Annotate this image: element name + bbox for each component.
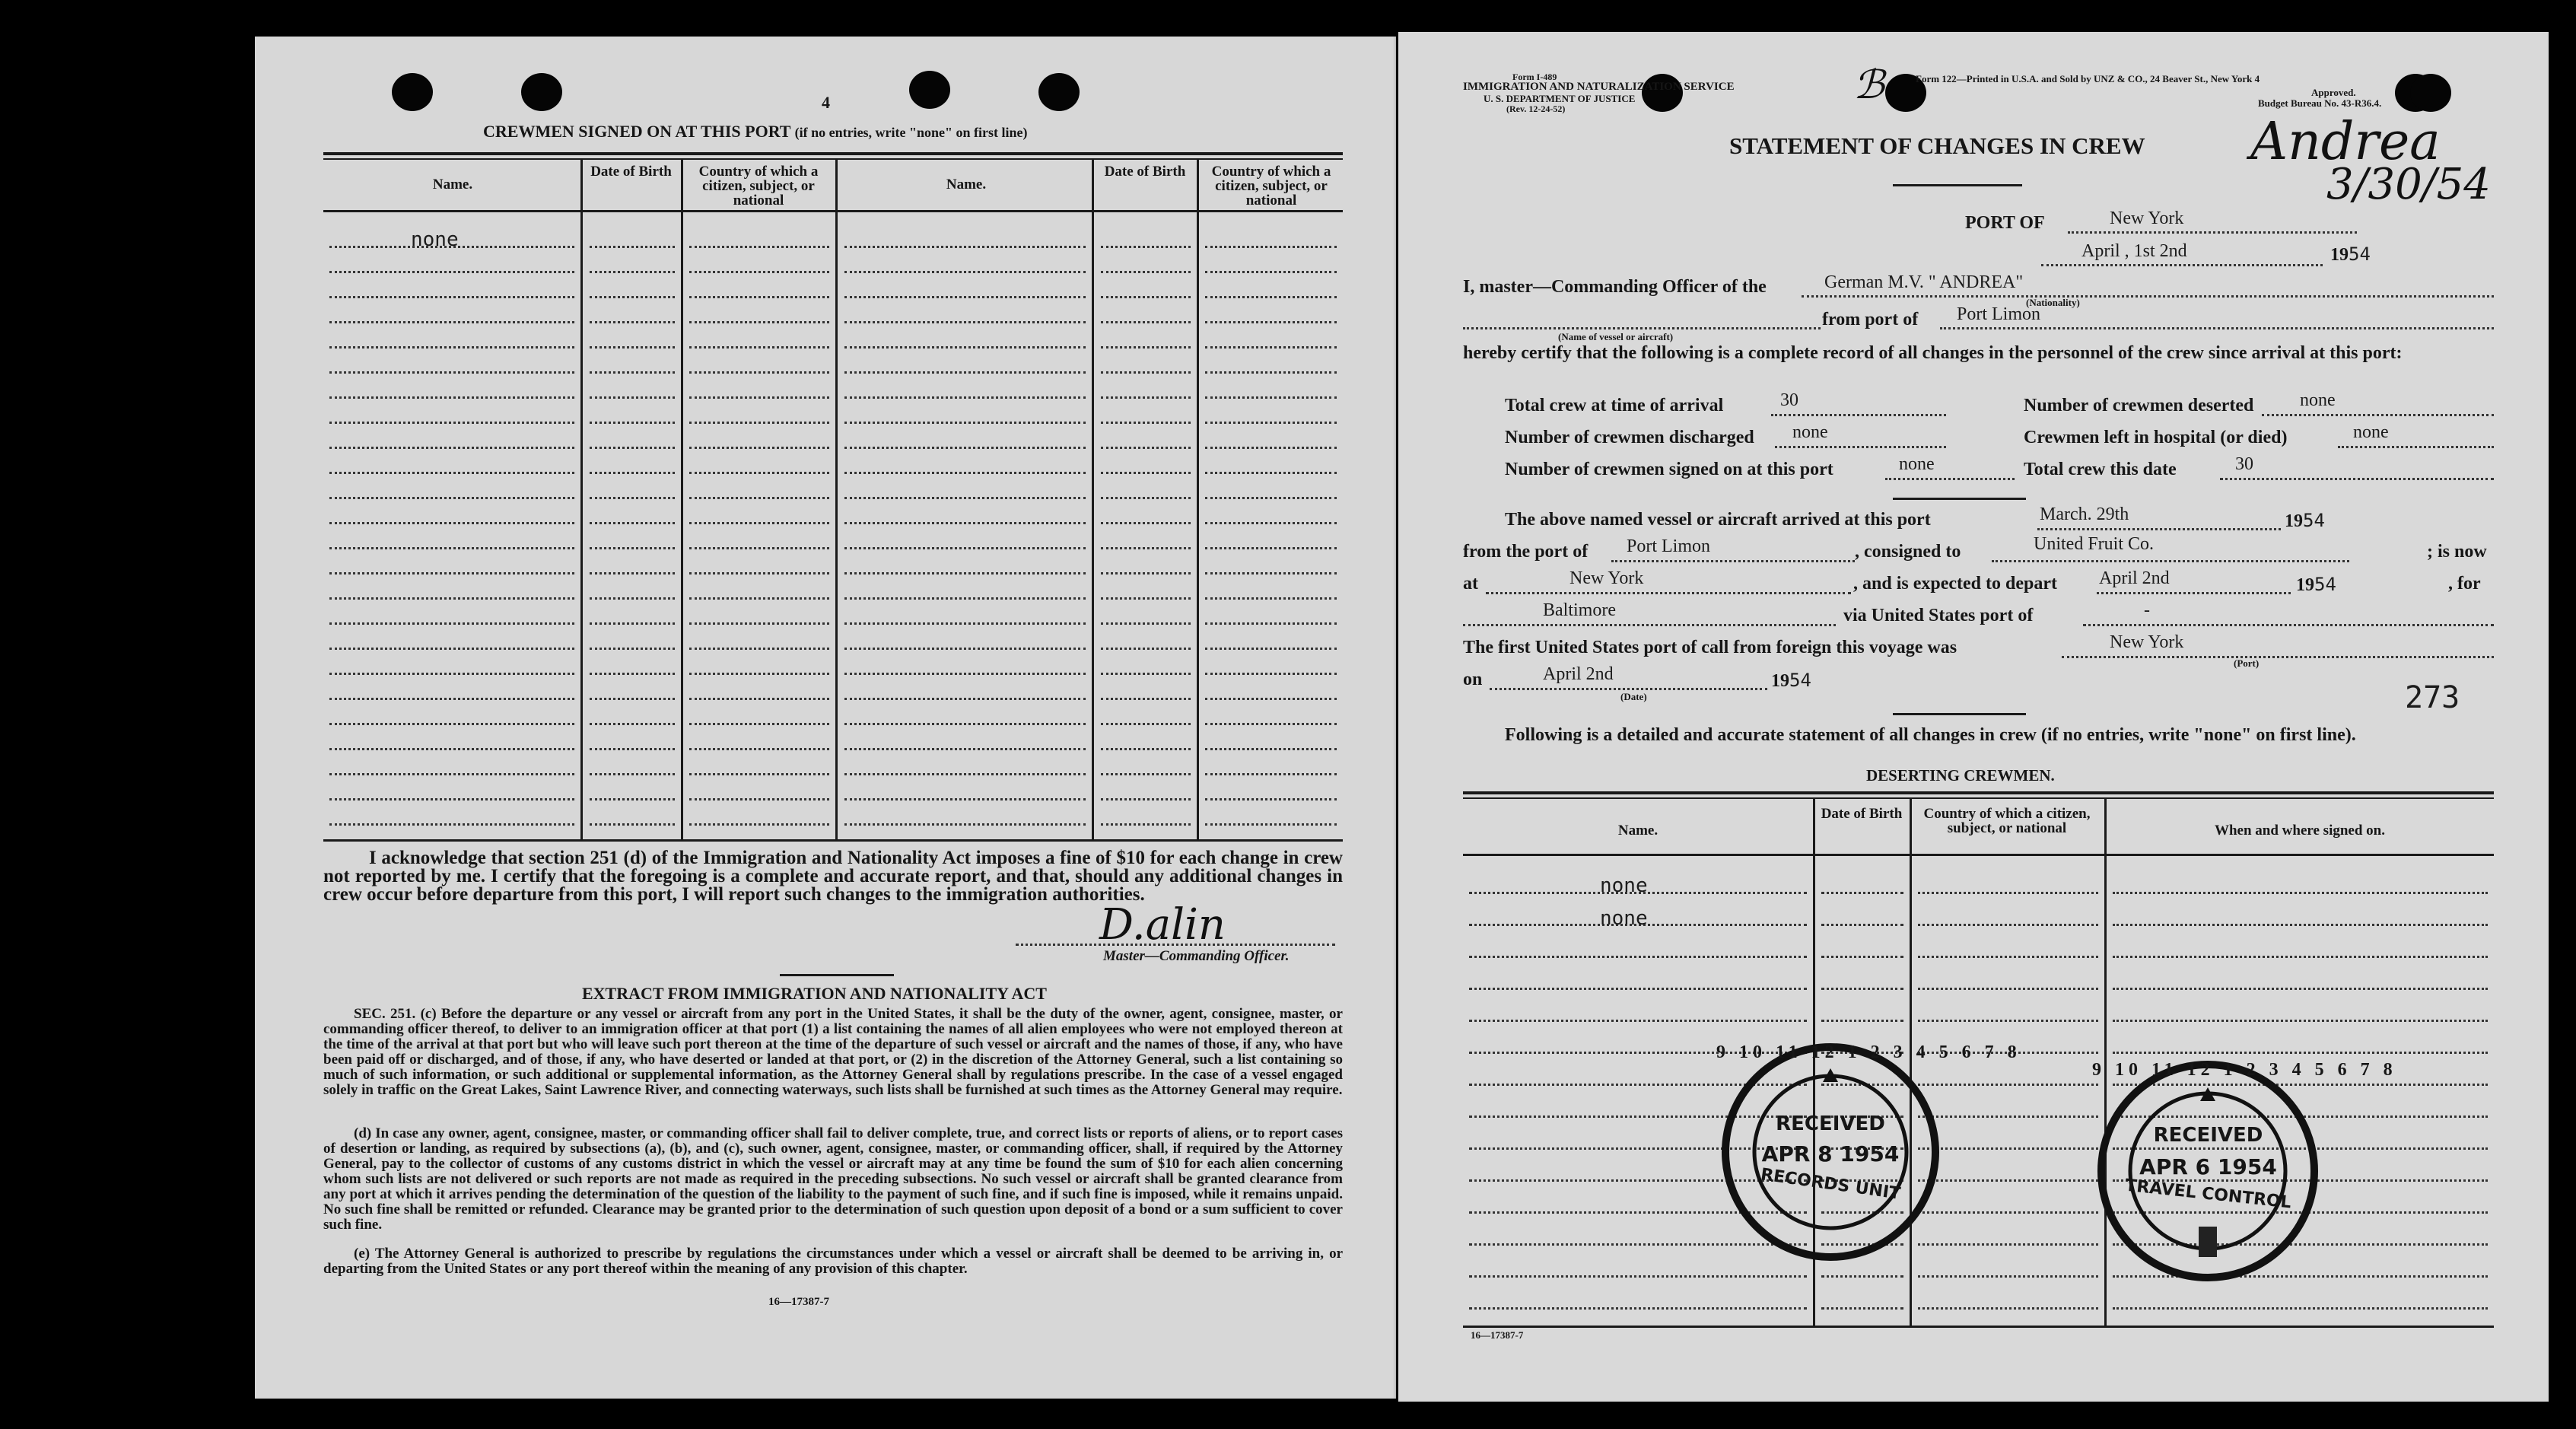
- punch-hole-icon: [1038, 73, 1080, 111]
- following-text: Following is a detailed and accurate statement of all changes in crew (if no entries, write "none" on first line).: [1505, 725, 2356, 745]
- signed-on-value: none: [1899, 454, 1935, 474]
- depart-label: , and is expected to depart: [1853, 574, 2057, 594]
- year-value: 54: [2349, 243, 2371, 265]
- stamp-unit: RECORDS UNIT: [1759, 1165, 1902, 1204]
- hospital-value: none: [2353, 422, 2389, 442]
- date-label: (Date): [1620, 691, 1647, 702]
- punch-hole-icon: [392, 73, 433, 111]
- on-label: on: [1463, 670, 1483, 689]
- deserted-label: Number of crewmen deserted: [2024, 396, 2254, 415]
- col-country: Country of which a citizen, subject, or national: [698, 164, 819, 208]
- stamp-date: APR 6 1954: [2139, 1154, 2277, 1179]
- records-unit-stamp: [1716, 1038, 2021, 1266]
- punch-hole-icon: [521, 73, 562, 111]
- arrived-year-value: 54: [2303, 510, 2325, 531]
- for-label: , for: [2448, 574, 2481, 594]
- col-dob: Date of Birth: [590, 164, 672, 180]
- discharged-value: none: [1792, 422, 1828, 442]
- on-value: April 2nd: [1543, 664, 1614, 684]
- extract-subsection-e: (e) The Attorney General is authorized to prescribe by regulations the circumstances under which a vessel or aircraft shall be deemed to be arriving in, or departing from the United States or any port thereof within the meaning of any provision of this chapter.: [323, 1246, 1343, 1277]
- col-dob-2: Date of Birth: [1104, 164, 1186, 180]
- section-title: [483, 122, 1028, 142]
- total-crew-arrival-value: 30: [1780, 390, 1798, 410]
- certify-text: hereby certify that the following is a complete record of all changes in the personnel of the crew since arrival at this port:: [1463, 343, 2403, 363]
- deserting-entry-1: none: [1600, 874, 1648, 897]
- arrived-year: 1954: [2285, 510, 2325, 531]
- printer-line: Form 122—Printed in U.S.A. and Sold by UNZ & CO., 24 Beaver St., New York 4: [1916, 73, 2260, 84]
- handwritten-vessel-name: Andrea: [2250, 112, 2441, 172]
- left-page: [255, 37, 1396, 1399]
- port-label: (Port): [2234, 657, 2260, 669]
- arrived-value: March. 29th: [2040, 504, 2129, 524]
- extract-subsection-c: SEC. 251. (c) Before the departure or any vessel or aircraft from any port in the United States, it shall be the duty of the owner, agent, consignee, master, or commanding officer thereof, to deliver to an immigration officer at that port (1) a list containing the names of all alien employees who were not employed thereon at the time of the arrival at that port but who will leave such port thereon at the time of the departure of such vessel or aircraft and the names of those, if any, who have been paid off or discharged, and of those, if any, who have deserted or landed at that port, or (2) in the discretion of the Attorney General, such a list containing so much of such information, or such additional or supplemental information, as the Attorney General shall by regulations prescribe. In the case of a vessel engaged solely in traffic on the Great Lakes, Saint Lawrence River, and connecting waterways, such lists shall be furnished at such times as the Attorney General may require.: [323, 1006, 1343, 1098]
- discharged-label: Number of crewmen discharged: [1505, 428, 1754, 447]
- stamp-dial: 9 10 11 12 1 2 3 4 5 6 7 8: [1716, 1042, 2021, 1062]
- depart-year: 1954: [2296, 574, 2336, 595]
- department-name: U. S. DEPARTMENT OF JUSTICE: [1484, 93, 1636, 104]
- signature-label: Master—Commanding Officer.: [1103, 948, 1290, 964]
- deserting-entry-2: none: [1600, 907, 1648, 930]
- at-value: New York: [1569, 568, 1644, 588]
- date-value: April , 1st 2nd: [2081, 241, 2187, 261]
- vessel-value: German M.V. " ANDREA": [1824, 272, 2024, 292]
- port-of-value: New York: [2110, 208, 2184, 228]
- travel-control-stamp: [2092, 1055, 2397, 1287]
- from-port-value: Port Limon: [1957, 304, 2041, 324]
- first-port-label: The first United States port of call from foreign this voyage was: [1463, 638, 1957, 657]
- col-name: Name.: [1617, 823, 1658, 839]
- footer-code: 16—17387-7: [768, 1296, 829, 1308]
- total-crew-arrival-label: Total crew at time of arrival: [1505, 396, 1724, 415]
- col-name: Name.: [432, 177, 473, 193]
- on-year: 1954: [1771, 670, 1811, 691]
- revision: (Rev. 12-24-52): [1506, 103, 1566, 114]
- col-country: Country of which a citizen, subject, or national: [1923, 806, 2091, 836]
- col-name-2: Name.: [946, 177, 987, 193]
- from-port-label: from port of: [1822, 310, 1919, 329]
- at-label: at: [1463, 574, 1478, 594]
- on-year-value: 54: [1789, 670, 1811, 691]
- from-port2-label: from the port of: [1463, 542, 1589, 562]
- handwritten-date: 3/30/54: [2326, 160, 2491, 209]
- destination-value: Baltimore: [1543, 600, 1616, 620]
- footer-code: 16—17387-7: [1471, 1329, 1524, 1341]
- entry-none: none: [411, 228, 459, 251]
- punch-hole-icon: [2410, 74, 2451, 112]
- consigned-value: United Fruit Co.: [2034, 534, 2155, 554]
- acknowledgement-text: I acknowledge that section 251 (d) of the Immigration and Nationality Act imposes a fine of $10 for each change in crew not reported by me. I certify that the foregoing is a complete and accurate report, and that, should any additional changes in crew occur before departure from this port, I will report such changes to the immigration authorities.: [323, 848, 1343, 905]
- stamp-dial: 9 10 11 12 1 2 3 4 5 6 7 8: [2092, 1060, 2397, 1080]
- from-port2-value: Port Limon: [1627, 536, 1711, 556]
- col-when-where: When and where signed on.: [2214, 823, 2385, 839]
- budget-number: Budget Bureau No. 43-R36.4.: [2258, 97, 2382, 109]
- year-label: [2330, 243, 2371, 266]
- deserting-title: DESERTING CREWMEN.: [1866, 766, 2055, 785]
- section-title-note: (if no entries, write "none" on first line): [794, 125, 1028, 140]
- master-label: I, master—Commanding Officer of the: [1463, 277, 1767, 297]
- sheet-number: 273: [2405, 680, 2460, 715]
- stamp-date: APR 8 1954: [1761, 1141, 1900, 1166]
- stamp-unit: TRAVEL CONTROL: [2124, 1176, 2292, 1213]
- punch-hole-icon: [909, 71, 950, 109]
- consigned-label: , consigned to: [1855, 542, 1961, 562]
- extract-title: EXTRACT FROM IMMIGRATION AND NATIONALITY ACT: [582, 984, 1047, 1003]
- is-now-label: ; is now: [2427, 542, 2487, 562]
- approved-text: Approved.: [2311, 87, 2356, 98]
- first-port-value: New York: [2110, 632, 2184, 652]
- stamp-received: RECEIVED: [1776, 1112, 1885, 1135]
- arrived-label: The above named vessel or aircraft arrived at this port: [1505, 510, 1931, 530]
- total-crew-date-label: Total crew this date: [2024, 460, 2177, 479]
- right-page: [1398, 32, 2549, 1402]
- form-number: Form I-489: [1512, 72, 1557, 82]
- hospital-label: Crewmen left in hospital (or died): [2024, 428, 2288, 447]
- depart-year-value: 54: [2314, 574, 2336, 595]
- port-of-label: PORT OF: [1965, 213, 2045, 233]
- nationality-label: (Nationality): [2026, 297, 2080, 308]
- stamp-received: RECEIVED: [2153, 1124, 2263, 1147]
- deserted-value: none: [2300, 390, 2336, 410]
- agency-name: IMMIGRATION AND NATURALIZATION SERVICE: [1463, 81, 1735, 93]
- total-crew-date-value: 30: [2235, 454, 2253, 474]
- form-title: STATEMENT OF CHANGES IN CREW: [1729, 132, 2145, 159]
- page-number: 4: [822, 93, 830, 112]
- year-prefix: 19: [2330, 245, 2349, 265]
- depart-value: April 2nd: [2099, 568, 2170, 588]
- col-dob: Date of Birth: [1821, 806, 1903, 822]
- section-title-text: CREWMEN SIGNED ON AT THIS PORT: [483, 122, 791, 141]
- via-value: -: [2144, 600, 2150, 620]
- handwritten-mark: ℬ: [1853, 62, 1884, 108]
- via-label: via United States port of: [1843, 606, 2034, 625]
- col-country-2: Country of which a citizen, subject, or national: [1211, 164, 1331, 208]
- master-signature: D.alin: [1099, 900, 1226, 950]
- vessel-name-label: (Name of vessel or aircraft): [1558, 331, 1674, 342]
- extract-subsection-d: (d) In case any owner, agent, consignee, master, or commanding officer shall fail to deliver complete, true, and correct lists or reports of aliens, or to report cases of desertion or landing, as required by subsections (a), (b), and (c), such owner, agent, consignee, master, or commanding officer, shall, if required by the Attorney General, pay to the collector of customs of any customs district in which the vessel or aircraft may at any time be found the sum of $10 for each alien concerning whom such lists are not delivered or such reports are not made as required in the preceding subsections. No such vessel or aircraft shall be granted clearance from any port at which it arrives pending the determination of the question of the liability to the payment of such fine, and if such fine is imposed, while it remains unpaid. No such fine shall be remitted or refunded. Clearance may be granted prior to the determination of such question upon deposit of a bond or a sum sufficient to cover such fine.: [323, 1125, 1343, 1233]
- signed-on-label: Number of crewmen signed on at this port: [1505, 460, 1833, 479]
